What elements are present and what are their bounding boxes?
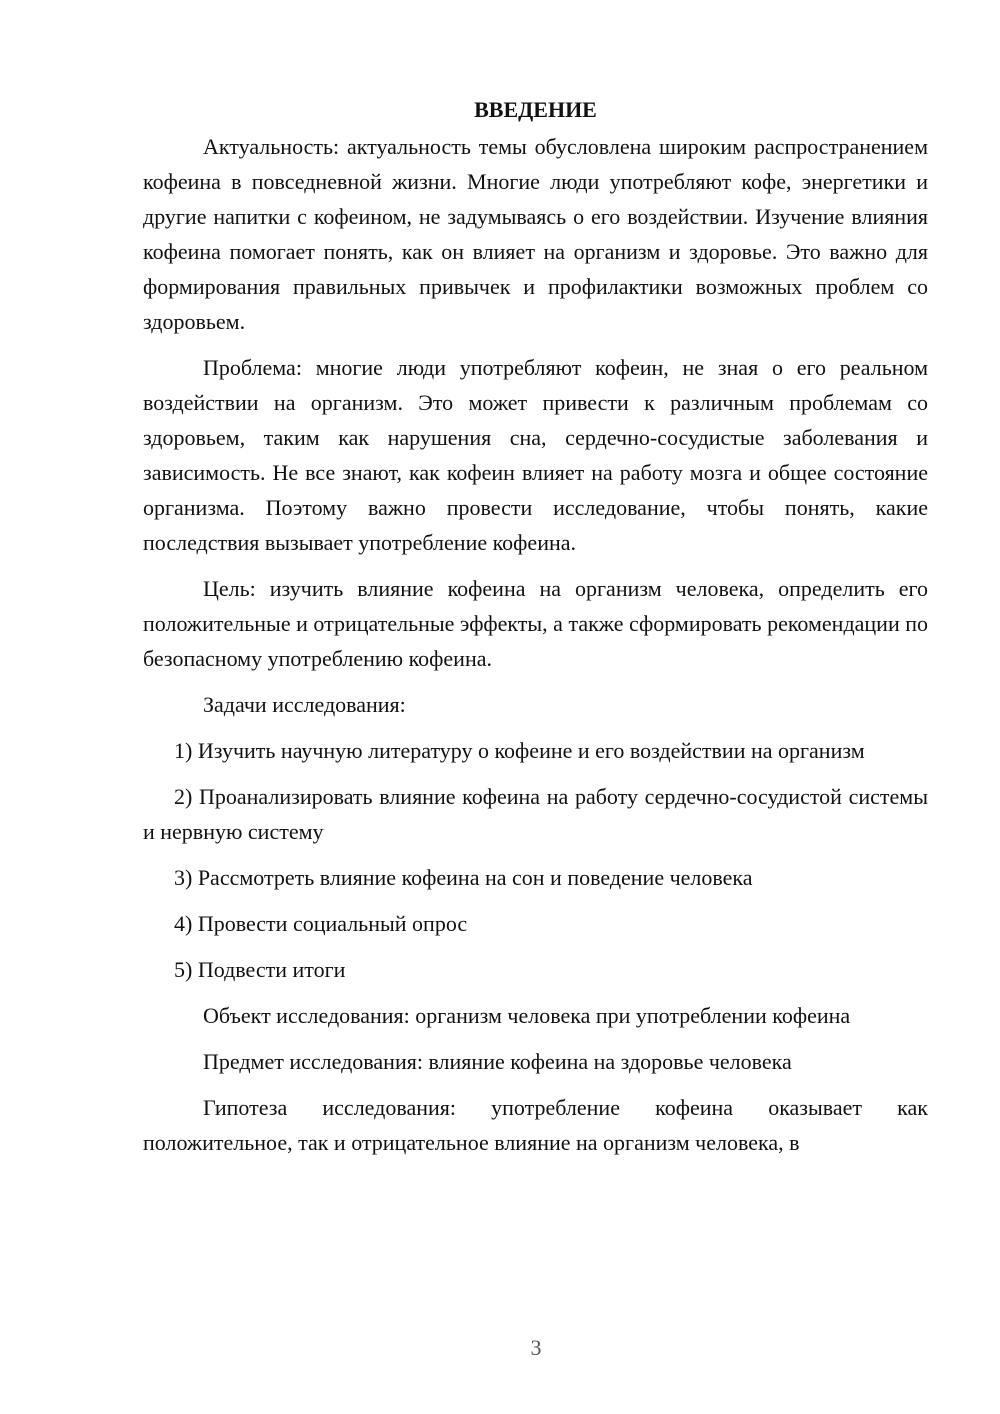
- paragraph-tasks-title: Задачи исследования:: [203, 692, 406, 717]
- section-heading: ВВЕДЕНИЕ: [474, 97, 597, 122]
- task-item-3: 3) Рассмотреть влияние кофеина на сон и поведение человека: [174, 865, 753, 890]
- paragraph-problem: Проблема: многие люди употребляют кофеин, не зная о его реальном воздействии на организм. Это может привести к различным проблемам со здоровьем, таким как нарушения сна, сердечно-сосудистые заболевания и зависимость. Не все знают, как кофеин влияет на работу мозга и общее состояние организма. Поэтому важно провести исследование, чтобы понять, какие последствия вызывает употребление кофеина.: [143, 355, 928, 555]
- task-item-4: 4) Провести социальный опрос: [174, 911, 468, 936]
- paragraph-subject: Предмет исследования: влияние кофеина на здоровье человека: [203, 1049, 792, 1074]
- task-item-2: 2) Проанализировать влияние кофеина на работу сердечно-сосудистой системы и нервную систему: [143, 784, 928, 844]
- paragraph-object: Объект исследования: организм человека при употреблении кофеина: [203, 1003, 851, 1028]
- page-content: [143, 92, 928, 1160]
- paragraph-hypothesis: Гипотеза исследования: употребление кофеина оказывает как положительное, так и отрицательное влияние на организм человека, в: [143, 1095, 928, 1155]
- task-item-1: 1) Изучить научную литературу о кофеине и его воздействии на организм: [174, 738, 865, 763]
- task-item-5: 5) Подвести итоги: [174, 957, 346, 982]
- paragraph-relevance: Актуальность: актуальность темы обусловлена широким распространением кофеина в повседневной жизни. Многие люди употребляют кофе, энергетики и другие напитки с кофеином, не задумываясь о его воздействии. Изучение влияния кофеина помогает понять, как он влияет на организм и здоровье. Это важно для формирования правильных привычек и профилактики возможных проблем со здоровьем.: [143, 134, 928, 334]
- paragraph-goal: Цель: изучить влияние кофеина на организм человека, определить его положительные и отрицательные эффекты, а также сформировать рекомендации по безопасному употреблению кофеина.: [143, 576, 928, 671]
- page-number: 3: [530, 1335, 542, 1360]
